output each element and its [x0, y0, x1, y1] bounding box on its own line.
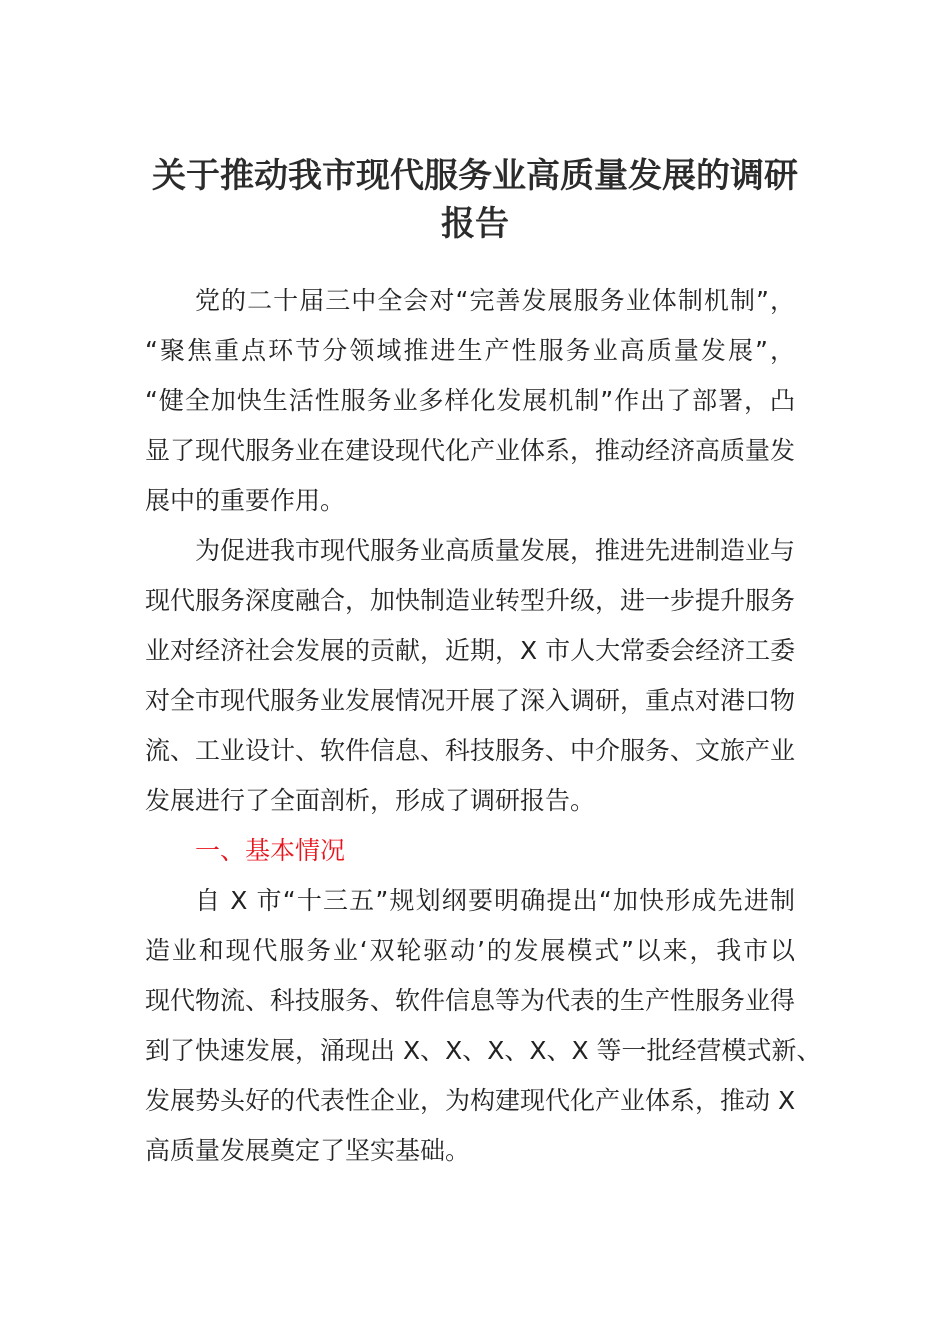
- paragraph-line: 自 X 市“十三五”规划纲要明确提出“加快形成先进制: [195, 886, 795, 915]
- paragraph-line: 现代物流、科技服务、软件信息等为代表的生产性服务业得: [145, 986, 796, 1015]
- paragraph-line: 显了现代服务业在建设现代化产业体系，推动经济高质量发: [145, 436, 796, 465]
- paragraph-line: 现代服务深度融合，加快制造业转型升级，进一步提升服务: [145, 586, 796, 615]
- paragraph-line: 对全市现代服务业发展情况开展了深入调研，重点对港口物: [145, 686, 796, 715]
- paragraph-line: 业对经济社会发展的贡献，近期，X 市人大常委会经济工委: [145, 636, 796, 665]
- paragraph-line: 展中的重要作用。: [145, 486, 346, 515]
- section-heading: [145, 826, 795, 876]
- document-title: [120, 152, 830, 248]
- paragraph-line: 流、工业设计、软件信息、科技服务、中介服务、文旅产业: [145, 736, 796, 765]
- paragraph-line: 发展进行了全面剖析，形成了调研报告。: [145, 786, 596, 815]
- title-line: 报告: [441, 204, 509, 244]
- paragraph: [145, 526, 795, 826]
- paragraph-line: “聚焦重点环节分领域推进生产性服务业高质量发展”，: [145, 336, 795, 365]
- paragraph-line: 高质量发展奠定了坚实基础。: [145, 1136, 471, 1165]
- document-body: [145, 276, 822, 1176]
- paragraph: [145, 276, 795, 526]
- paragraph-line: 党的二十届三中全会对“完善发展服务业体制机制”，: [195, 286, 795, 315]
- section-heading-text: 一、基本情况: [195, 836, 346, 865]
- paragraph-line: 到了快速发展，涌现出 X、X、X、X、X 等一批经营模式新、: [145, 1036, 822, 1065]
- paragraph-line: 造业和现代服务业‘双轮驱动’的发展模式”以来，我市以: [145, 936, 795, 965]
- title-line: 关于推动我市现代服务业高质量发展的调研: [152, 156, 798, 196]
- paragraph-line: “健全加快生活性服务业多样化发展机制”作出了部署，凸: [145, 386, 795, 415]
- paragraph-line: 为促进我市现代服务业高质量发展，推进先进制造业与: [195, 536, 796, 565]
- paragraph-line: 发展势头好的代表性企业，为构建现代化产业体系，推动 X: [145, 1086, 796, 1115]
- paragraph: [145, 876, 822, 1176]
